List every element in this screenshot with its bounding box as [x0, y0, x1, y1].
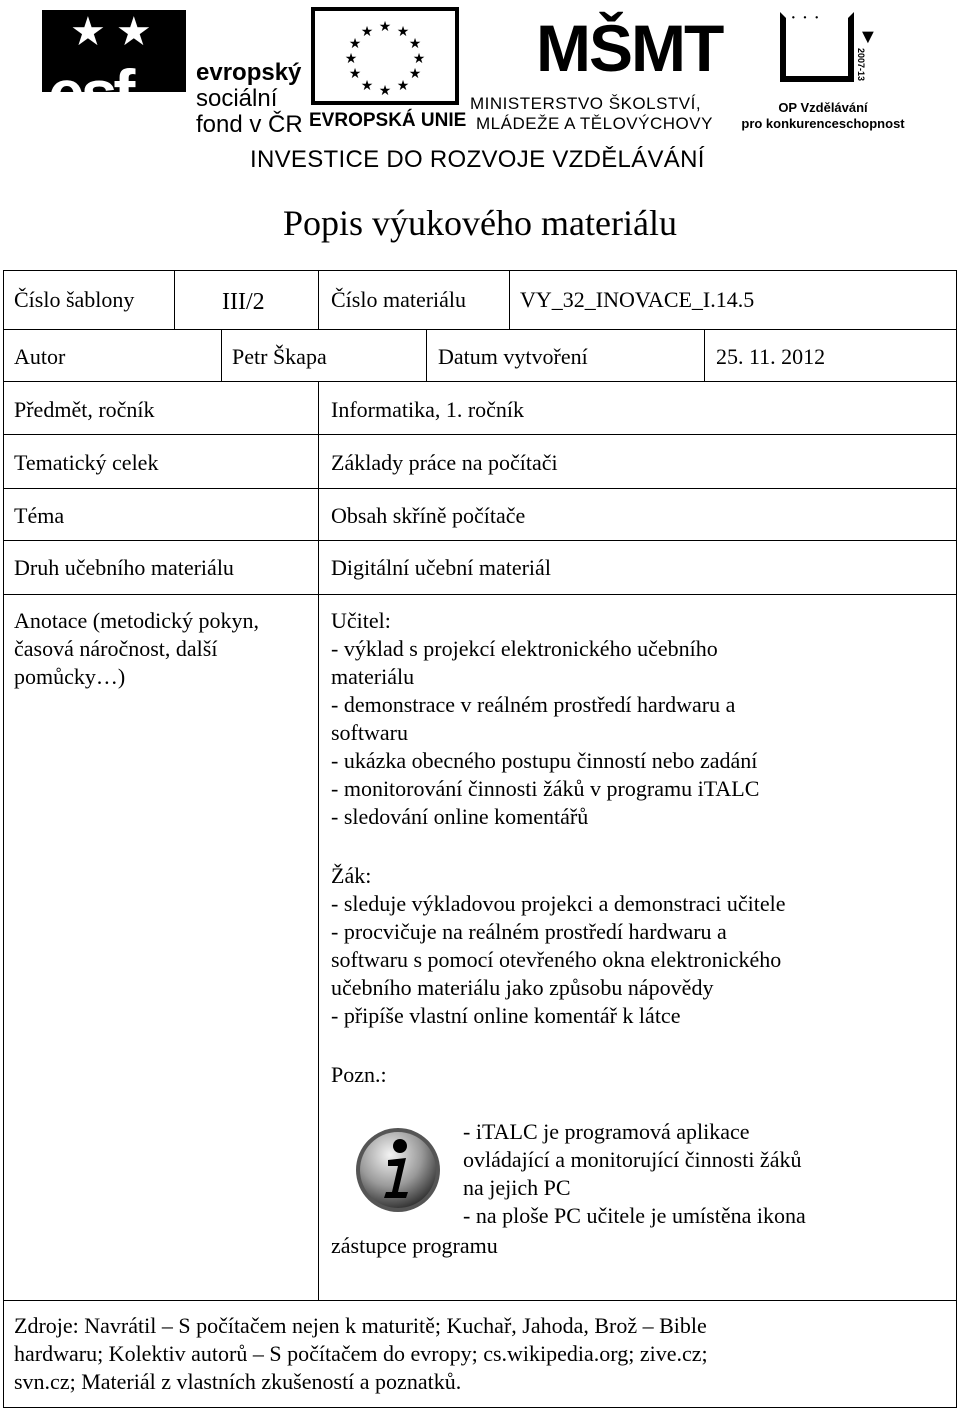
esf-text-3: fond v ČR: [196, 111, 303, 138]
svg-text:★: ★: [396, 78, 410, 94]
list-item: - připíše vlastní online komentář k látce: [331, 1003, 681, 1028]
subject-value: Informatika, 1. ročník: [331, 397, 525, 422]
list-item: učebního materiálu jako způsobu nápovědy: [331, 975, 714, 1000]
svg-text:★: ★: [378, 83, 392, 99]
svg-text:★: ★: [408, 36, 422, 52]
svg-text:★: ★: [360, 24, 374, 40]
list-item: na jejich PC: [463, 1175, 571, 1200]
op-arrow-icon: ▼: [858, 26, 878, 48]
created-date-value: 25. 11. 2012: [716, 344, 826, 369]
eu-label: EVROPSKÁ UNIE: [309, 110, 467, 131]
teacher-heading: Učitel:: [331, 608, 391, 633]
svg-text:★: ★: [408, 66, 422, 82]
info-icon: [352, 1124, 444, 1216]
list-item: - ukázka obecného postupu činností nebo zadání: [331, 748, 758, 773]
list-item: - sleduje výkladovou projekci a demonstraci učitele: [331, 891, 786, 916]
msmt-text-2: MLÁDEŽE A TĚLOVÝCHOVY: [476, 114, 713, 133]
eu-flag: [311, 7, 459, 105]
list-item: - na ploše PC učitele je umístěna ikona: [463, 1203, 806, 1228]
esf-text-1: evropský: [196, 59, 302, 86]
note-tail: zástupce programu: [331, 1233, 498, 1258]
material-type-value: Digitální učební materiál: [331, 555, 551, 580]
topic-unit-value: Základy práce na počítači: [331, 450, 558, 475]
theme-label: Téma: [14, 503, 65, 528]
created-date-label: Datum vytvoření: [438, 344, 588, 369]
student-heading: Žák:: [331, 863, 372, 888]
author-label: Autor: [14, 344, 66, 369]
list-item: softwaru s pomocí otevřeného okna elektronického: [331, 947, 782, 972]
author-value: Petr Škapa: [232, 344, 327, 369]
topic-unit-label: Tematický celek: [14, 450, 159, 475]
svg-text:★: ★: [378, 19, 392, 35]
list-item: materiálu: [331, 664, 415, 689]
list-item: - demonstrace v reálném prostředí hardwaru a: [331, 692, 736, 717]
template-number-label: Číslo šablony: [14, 287, 135, 312]
material-number-value: VY_32_INOVACE_I.14.5: [520, 287, 755, 312]
page-title: Popis výukového materiálu: [283, 203, 677, 243]
list-item: - monitorování činnosti žáků v programu iTALC: [331, 776, 760, 801]
op-dots-icon: · · ·: [790, 7, 820, 29]
note-heading: Pozn.:: [331, 1062, 387, 1087]
theme-value: Obsah skříně počítače: [331, 503, 526, 528]
svg-text:★: ★: [396, 24, 410, 40]
note-text: [463, 1118, 806, 1230]
esf-text-2: sociální: [196, 85, 278, 112]
svg-text:★: ★: [344, 51, 358, 67]
svg-text:★: ★: [348, 66, 362, 82]
header-banner: INVESTICE DO ROZVOJE VZDĚLÁVÁNÍ: [250, 146, 705, 173]
op-text-2: pro konkurenceschopnost: [741, 116, 905, 131]
op-years: 2007-13: [856, 48, 866, 82]
student-section: [331, 862, 786, 1030]
annotation-label: Anotace (metodický pokyn, časová náročnost, další pomůcky…): [14, 608, 259, 689]
svg-text:★: ★: [360, 78, 374, 94]
list-item: - sledování online komentářů: [331, 804, 589, 829]
list-item: ovládající a monitorující činnosti žáků: [463, 1147, 802, 1172]
op-text-1: OP Vzdělávání: [778, 100, 868, 115]
esf-mark: esf: [48, 56, 132, 130]
list-item: - iTALC je programová aplikace: [463, 1119, 750, 1144]
eu-stars-icon: [315, 11, 455, 101]
svg-text:★: ★: [412, 51, 426, 67]
material-number-label: Číslo materiálu: [331, 287, 467, 312]
svg-text:★: ★: [348, 36, 362, 52]
subject-label: Předmět, ročník: [14, 397, 155, 422]
sources: Zdroje: Navrátil – S počítačem nejen k maturitě; Kuchař, Jahoda, Brož – Bible hardwaru; Kolektiv autorů – S počítačem do evropy; cs.wikipedia.org; zive.cz; svn.cz; Materiál z vlastních zkušeností a poznatků.: [14, 1313, 708, 1394]
material-type-label: Druh učebního materiálu: [14, 555, 234, 580]
esf-stars-icon: ★ ★: [70, 9, 152, 54]
template-number-value: III/2: [222, 289, 265, 315]
teacher-section: [331, 607, 759, 831]
list-item: - výklad s projekcí elektronického učebního: [331, 636, 718, 661]
list-item: softwaru: [331, 720, 408, 745]
msmt-mark: MŠMT: [536, 11, 723, 85]
msmt-text-1: MINISTERSTVO ŠKOLSTVÍ,: [470, 94, 702, 113]
list-item: - procvičuje na reálném prostředí hardwaru a: [331, 919, 727, 944]
